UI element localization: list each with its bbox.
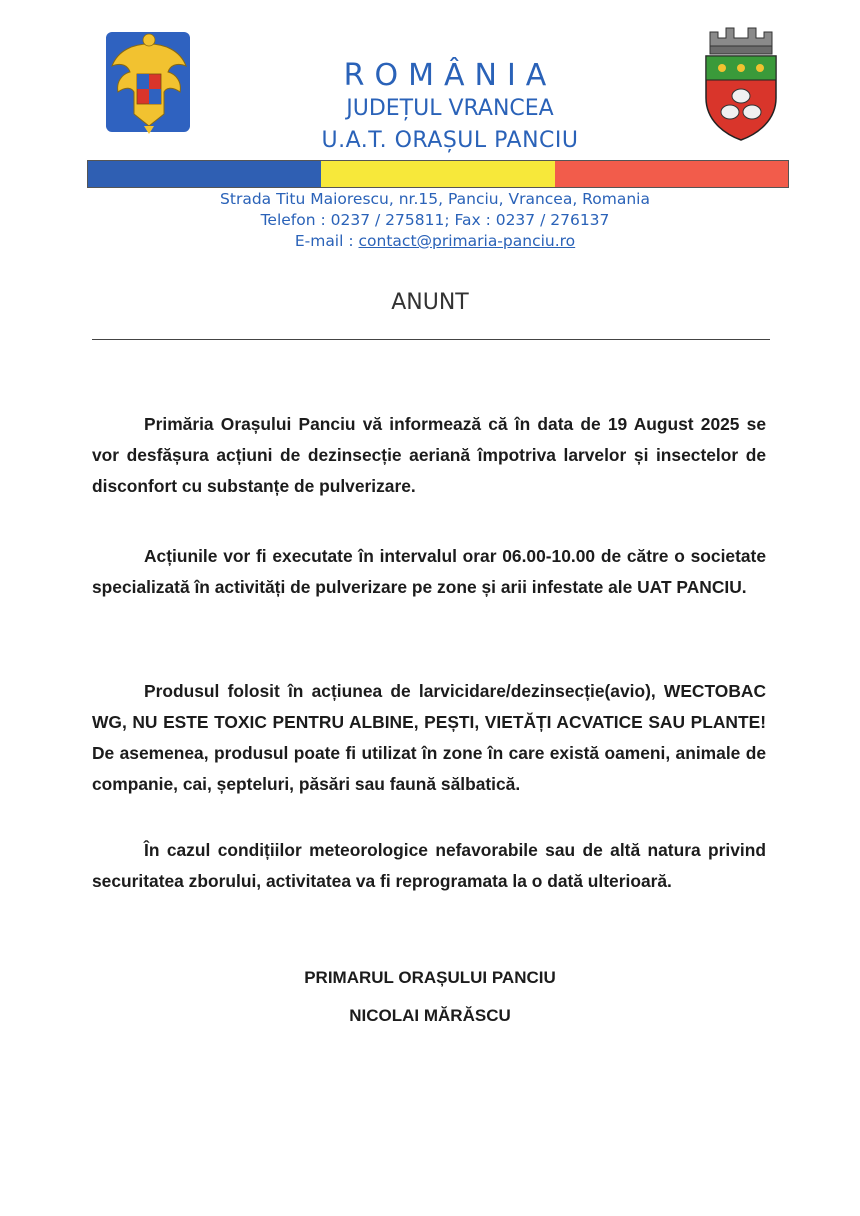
header-county: JUDEȚUL VRANCEA — [346, 96, 554, 121]
header-uat: U.A.T. ORAȘUL PANCIU — [321, 128, 579, 153]
announcement-paragraph-4: În cazul condițiilor meteorologice nefavorabile sau de altă natura privind securitatea zborului, activitatea va fi reprogramata la o dată ulterioară. — [92, 840, 766, 891]
contact-email-link[interactable]: contact@primaria-panciu.ro — [358, 232, 576, 250]
contact-phone-fax: Telefon : 0237 / 275811; Fax : 0237 / 276137 — [260, 211, 610, 229]
panciu-coat-of-arms-icon — [700, 20, 782, 144]
announcement-paragraph-3: Produsul folosit în acțiunea de larvicidare/dezinsecție(avio), WECTOBAC WG, NU ESTE TOXIC PENTRU ALBINE, PEȘTI, VIETĂȚI ACVATICE SAU PLANTE! De asemenea, produsul poate fi utilizat în zone în care există oameni, animale de companie, cai, șepteluri, păsări sau faună sălbatică. — [92, 681, 766, 794]
flag-stripe-yellow — [321, 161, 554, 187]
flag-stripe-red — [555, 161, 788, 187]
signature-name: NICOLAI MĂRĂSCU — [349, 1006, 511, 1025]
title-divider — [92, 339, 770, 340]
contact-address: Strada Titu Maiorescu, nr.15, Panciu, Vrancea, Romania — [220, 190, 650, 208]
document-title: ANUNT — [391, 290, 469, 315]
tricolor-flag-bar — [87, 160, 789, 188]
romania-coat-of-arms-icon — [104, 26, 194, 138]
header-country: ROMÂNIA — [343, 58, 557, 93]
announcement-paragraph-2: Acțiunile vor fi executate în intervalul orar 06.00-10.00 de către o societate specializată în activități de pulverizare pe zone și arii infestate ale UAT PANCIU. — [92, 546, 766, 597]
flag-stripe-blue — [88, 161, 321, 187]
signature-role: PRIMARUL ORAȘULUI PANCIU — [304, 968, 556, 987]
contact-email-label: E-mail : — [294, 232, 359, 250]
contact-email-line — [140, 231, 730, 252]
announcement-paragraph-1: Primăria Orașului Panciu vă informează că în data de 19 August 2025 se vor desfășura acțiuni de dezinsecție aeriană împotriva larvelor și insectelor de disconfort cu substanțe de pulverizare. — [92, 414, 766, 496]
